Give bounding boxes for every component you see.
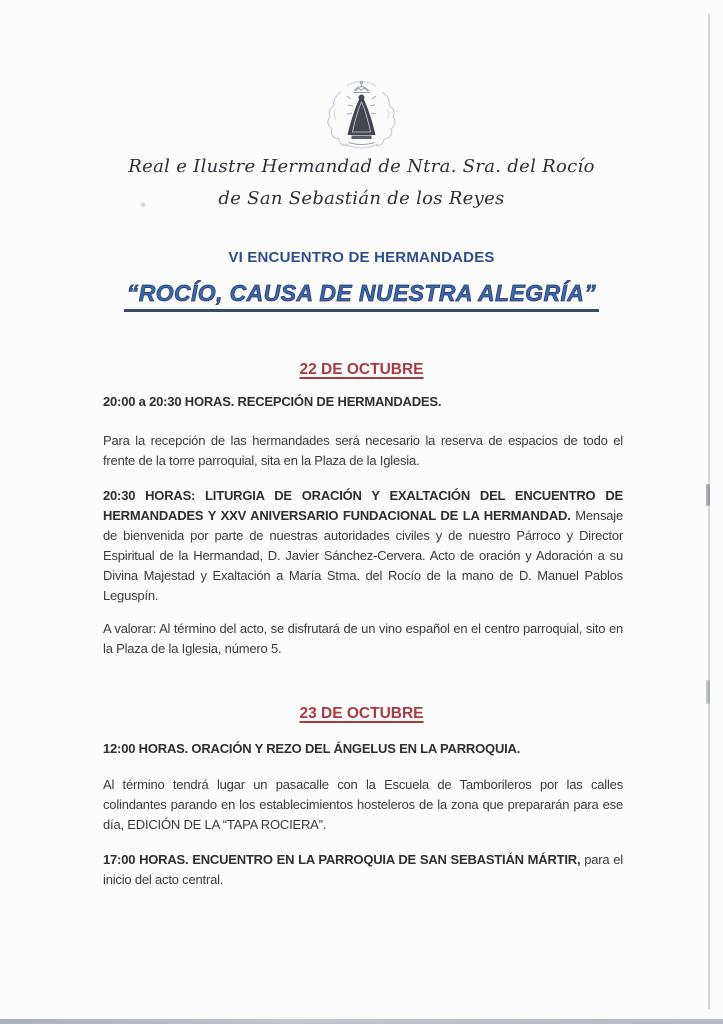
scan-smudge-artifact	[706, 680, 710, 704]
program-item-angelus	[103, 739, 623, 759]
date-heading-23-octubre: 23 DE OCTUBRE	[299, 705, 424, 722]
program-item-text: Mensaje de bienvenida por parte de nuestras autoridades civiles y de nuestro Párroco y Director Espiritual de la Hermandad, D. Javier Sánchez-Cervera. Acto de oración y Adoración a su Divina Majestad y Exaltación a María Stma. del Rocío de la mano de D. Manuel Pablos Leguspín.	[103, 508, 623, 603]
program-item-encuentro	[103, 850, 623, 890]
program-item-bold: 20:00 a 20:30 HORAS. RECEPCIÓN DE HERMANDADES.	[103, 394, 442, 409]
virgen-del-rocio-emblem-icon	[320, 79, 403, 149]
event-heading: VI ENCUENTRO DE HERMANDADES	[228, 249, 495, 266]
institution-name-line1: Real e Ilustre Hermandad de Ntra. Sra. del Rocío	[128, 156, 595, 177]
program-item-reserva	[103, 431, 623, 471]
date-heading-22-octubre: 22 DE OCTUBRE	[299, 361, 424, 378]
institution-name-line2: de San Sebastián de los Reyes	[218, 188, 505, 209]
program-item-bold: 17:00 HORAS. ENCUENTRO EN LA PARROQUIA DE SAN SEBASTIÁN MÁRTIR,	[103, 852, 581, 867]
program-item-recepcion	[103, 392, 623, 412]
scan-smudge-artifact	[706, 484, 710, 506]
program-item-pasacalle	[103, 775, 623, 835]
program-item-liturgia	[103, 486, 623, 606]
event-title-wrap	[0, 280, 723, 312]
program-item-bold: 20:30 HORAS: LITURGIA DE ORACIÓN Y EXALTACIÓN DEL ENCUENTRO DE HERMANDADES Y XXV ANIVERSARIO FUNDACIONAL DE LA HERMANDAD.	[103, 488, 623, 523]
program-item-text: Al término tendrá lugar un pasacalle con la Escuela de Tamborileros por las calles colindantes parando en los establecimientos hosteleros de la zona que prepararán para ese día, EDICIÓN DE LA “TAPA ROCIERA”.	[103, 777, 623, 832]
program-item-text: para el inicio del acto central.	[103, 852, 623, 887]
program-item-text: A valorar: Al término del acto, se disfrutará de un vino español en el centro parroquial, sito en la Plaza de la Iglesia, número 5.	[103, 621, 623, 656]
scan-bottom-edge	[0, 1019, 723, 1024]
program-item-bold: 12:00 HORAS. ORACIÓN Y REZO DEL ÁNGELUS EN LA PARROQUIA.	[103, 741, 521, 756]
event-title: “ROCÍO, CAUSA DE NUESTRA ALEGRÍA”	[124, 280, 599, 312]
program-item-text: Para la recepción de las hermandades será necesario la reserva de espacios de todo el frente de la torre parroquial, sita en la Plaza de la Iglesia.	[103, 433, 623, 468]
program-item-vino	[103, 619, 623, 659]
